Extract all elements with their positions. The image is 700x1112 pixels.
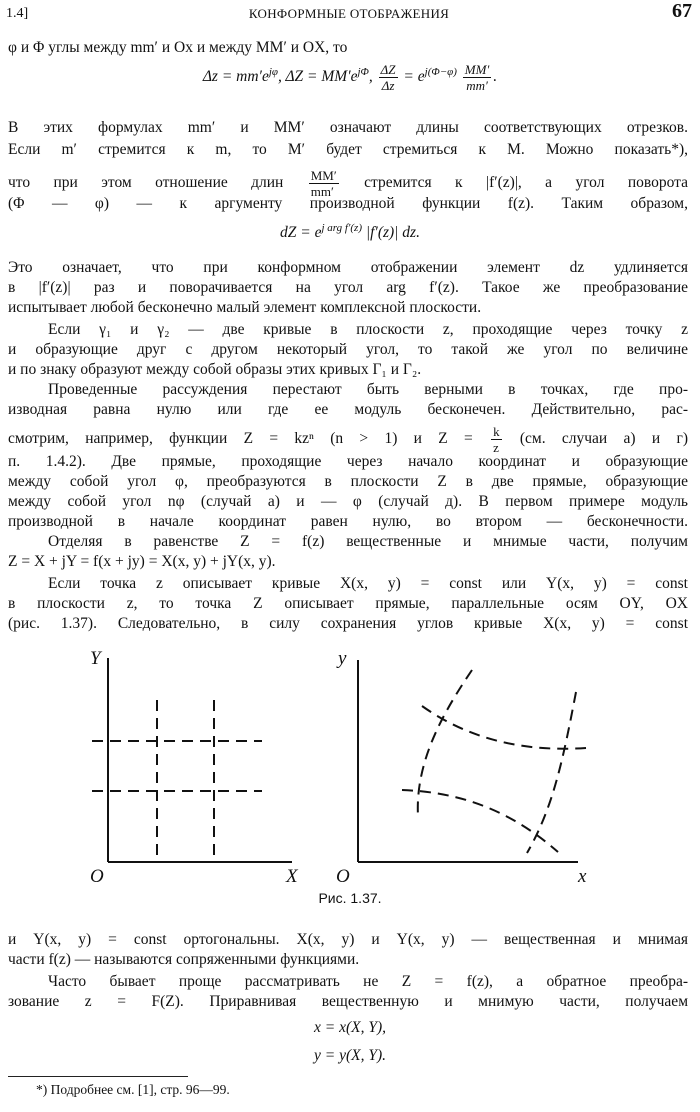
text-line: части f(z) — называются сопряженными функциями. <box>8 951 360 968</box>
text-line: производной в начале координат равен нулю, во втором — бесконечности. <box>8 513 688 530</box>
text-line: и Y(x, y) = const ортогональны. X(x, y) и Y(x, y) — вещественная и мнимая <box>8 931 688 948</box>
text-line: В этих формулах mm′ и MM′ означают длины соответствующих отрезков. <box>8 119 688 136</box>
text-line: φ и Φ углы между mm′ и Ox и между MM′ и OX, то <box>8 39 348 56</box>
left-axis-y-label: Y <box>90 648 101 669</box>
right-axis-x-label: x <box>578 866 587 887</box>
text-line: и по знаку образуют между собой образы этих кривых Γ₁ и Γ₂. <box>8 361 422 378</box>
text-line: (Φ — φ) — к аргументу производной функции f(z). Таким образом, <box>8 195 688 212</box>
text-line: и образующие друг с другом некоторый угол, то такой же угол по величине <box>8 341 688 358</box>
text-line: в |f′(z)| раз и поворачивается на угол arg f′(z). Такое же преобразование <box>8 279 688 296</box>
right-curve-3 <box>422 706 586 749</box>
page-number: 67 <box>672 0 692 22</box>
text-line: смотрим, например, функции Z = kzⁿ (n > 1) и Z = $\frac{k}{z}$ (см. случаи а) и г) <box>8 424 688 455</box>
text-line: в плоскости z, то точка Z описывает прямые, параллельные осям OY, OX <box>8 595 688 612</box>
figure-caption: Рис. 1.37. <box>318 890 382 906</box>
text-line: Если γ₁ и γ₂ — две кривые в плоскости z, проходящие через точку z <box>48 321 688 338</box>
text-line: что при этом отношение длин $\frac{MM'}{mm'}$ стремится к |f′(z)|, а угол поворота <box>8 168 688 199</box>
footnote: *) Подробнее см. [1], стр. 96—99. <box>36 1082 230 1097</box>
right-curve-4 <box>402 790 558 852</box>
right-axis-y-label: y <box>338 648 347 669</box>
text-line: изводная равна нулю или где ее модуль бесконечен. Действительно, рас- <box>8 401 688 418</box>
text-line: Часто бывает проще рассматривать не Z = f(z), а обратное преобра- <box>48 973 688 990</box>
text-line: между собой угол φ, преобразуются в плоскости Z в две прямые, образующие <box>8 473 688 490</box>
text-line: испытывает любой бесконечно малый элемент комплексной плоскости. <box>8 299 482 316</box>
running-header <box>6 2 692 28</box>
text-line: Проведенные рассуждения перестают быть верными в точках, где про- <box>48 381 688 398</box>
running-title: КОНФОРМНЫЕ ОТОБРАЖЕНИЯ <box>248 6 450 21</box>
right-origin-label: O <box>336 866 350 887</box>
text-line: (рис. 1.37). Следовательно, в силу сохранения углов кривые X(x, y) = const <box>8 615 688 632</box>
text-line: между собой угол nφ (случай а) и — φ (случай д). В первом примере модуль <box>8 493 688 510</box>
left-axis-x-label: X <box>286 866 298 887</box>
text-line: п. 1.4.2). Две прямые, проходящие через начало координат и образующие <box>8 453 688 470</box>
equation-dz: dZ = $e^{j arg f'(z)}$ |f′(z)| dz. <box>280 222 420 242</box>
text-line: Отделяя в равенстве Z = f(z) вещественные и мнимые части, получим <box>48 533 688 550</box>
text-line: Z = X + jY = f(x + jy) = X(x, y) + jY(x, y). <box>8 553 276 570</box>
footnote-rule <box>8 1076 188 1077</box>
section-number: 1.4] <box>6 6 29 21</box>
equation-x: x = x(X, Y), <box>313 1019 386 1036</box>
equation-delta: $\Delta z = mm'e^{j\varphi}$, $\Delta Z = MM'e^{j\Phi}$, $\frac{\Delta Z}{\Delta z}$ = $e^{j(\Phi-\varphi)}$ $\frac{MM'}{mm'}$ . <box>202 62 498 93</box>
text-line: Если точка z описывает кривые X(x, y) = const или Y(x, y) = const <box>48 575 688 592</box>
right-curve-2 <box>527 692 576 853</box>
equation-y: y = y(X, Y). <box>313 1047 386 1064</box>
left-origin-label: O <box>90 866 104 887</box>
figure-1-37 <box>0 640 700 890</box>
text-line: Если m′ стремится к m, то M′ будет стремиться к M. Можно показать*), <box>8 141 688 158</box>
text-line: зование z = F(Z). Приравнивая вещественную и мнимую части, получаем <box>8 993 688 1010</box>
text-line: Это означает, что при конформном отображении элемент dz удлиняется <box>8 259 688 276</box>
